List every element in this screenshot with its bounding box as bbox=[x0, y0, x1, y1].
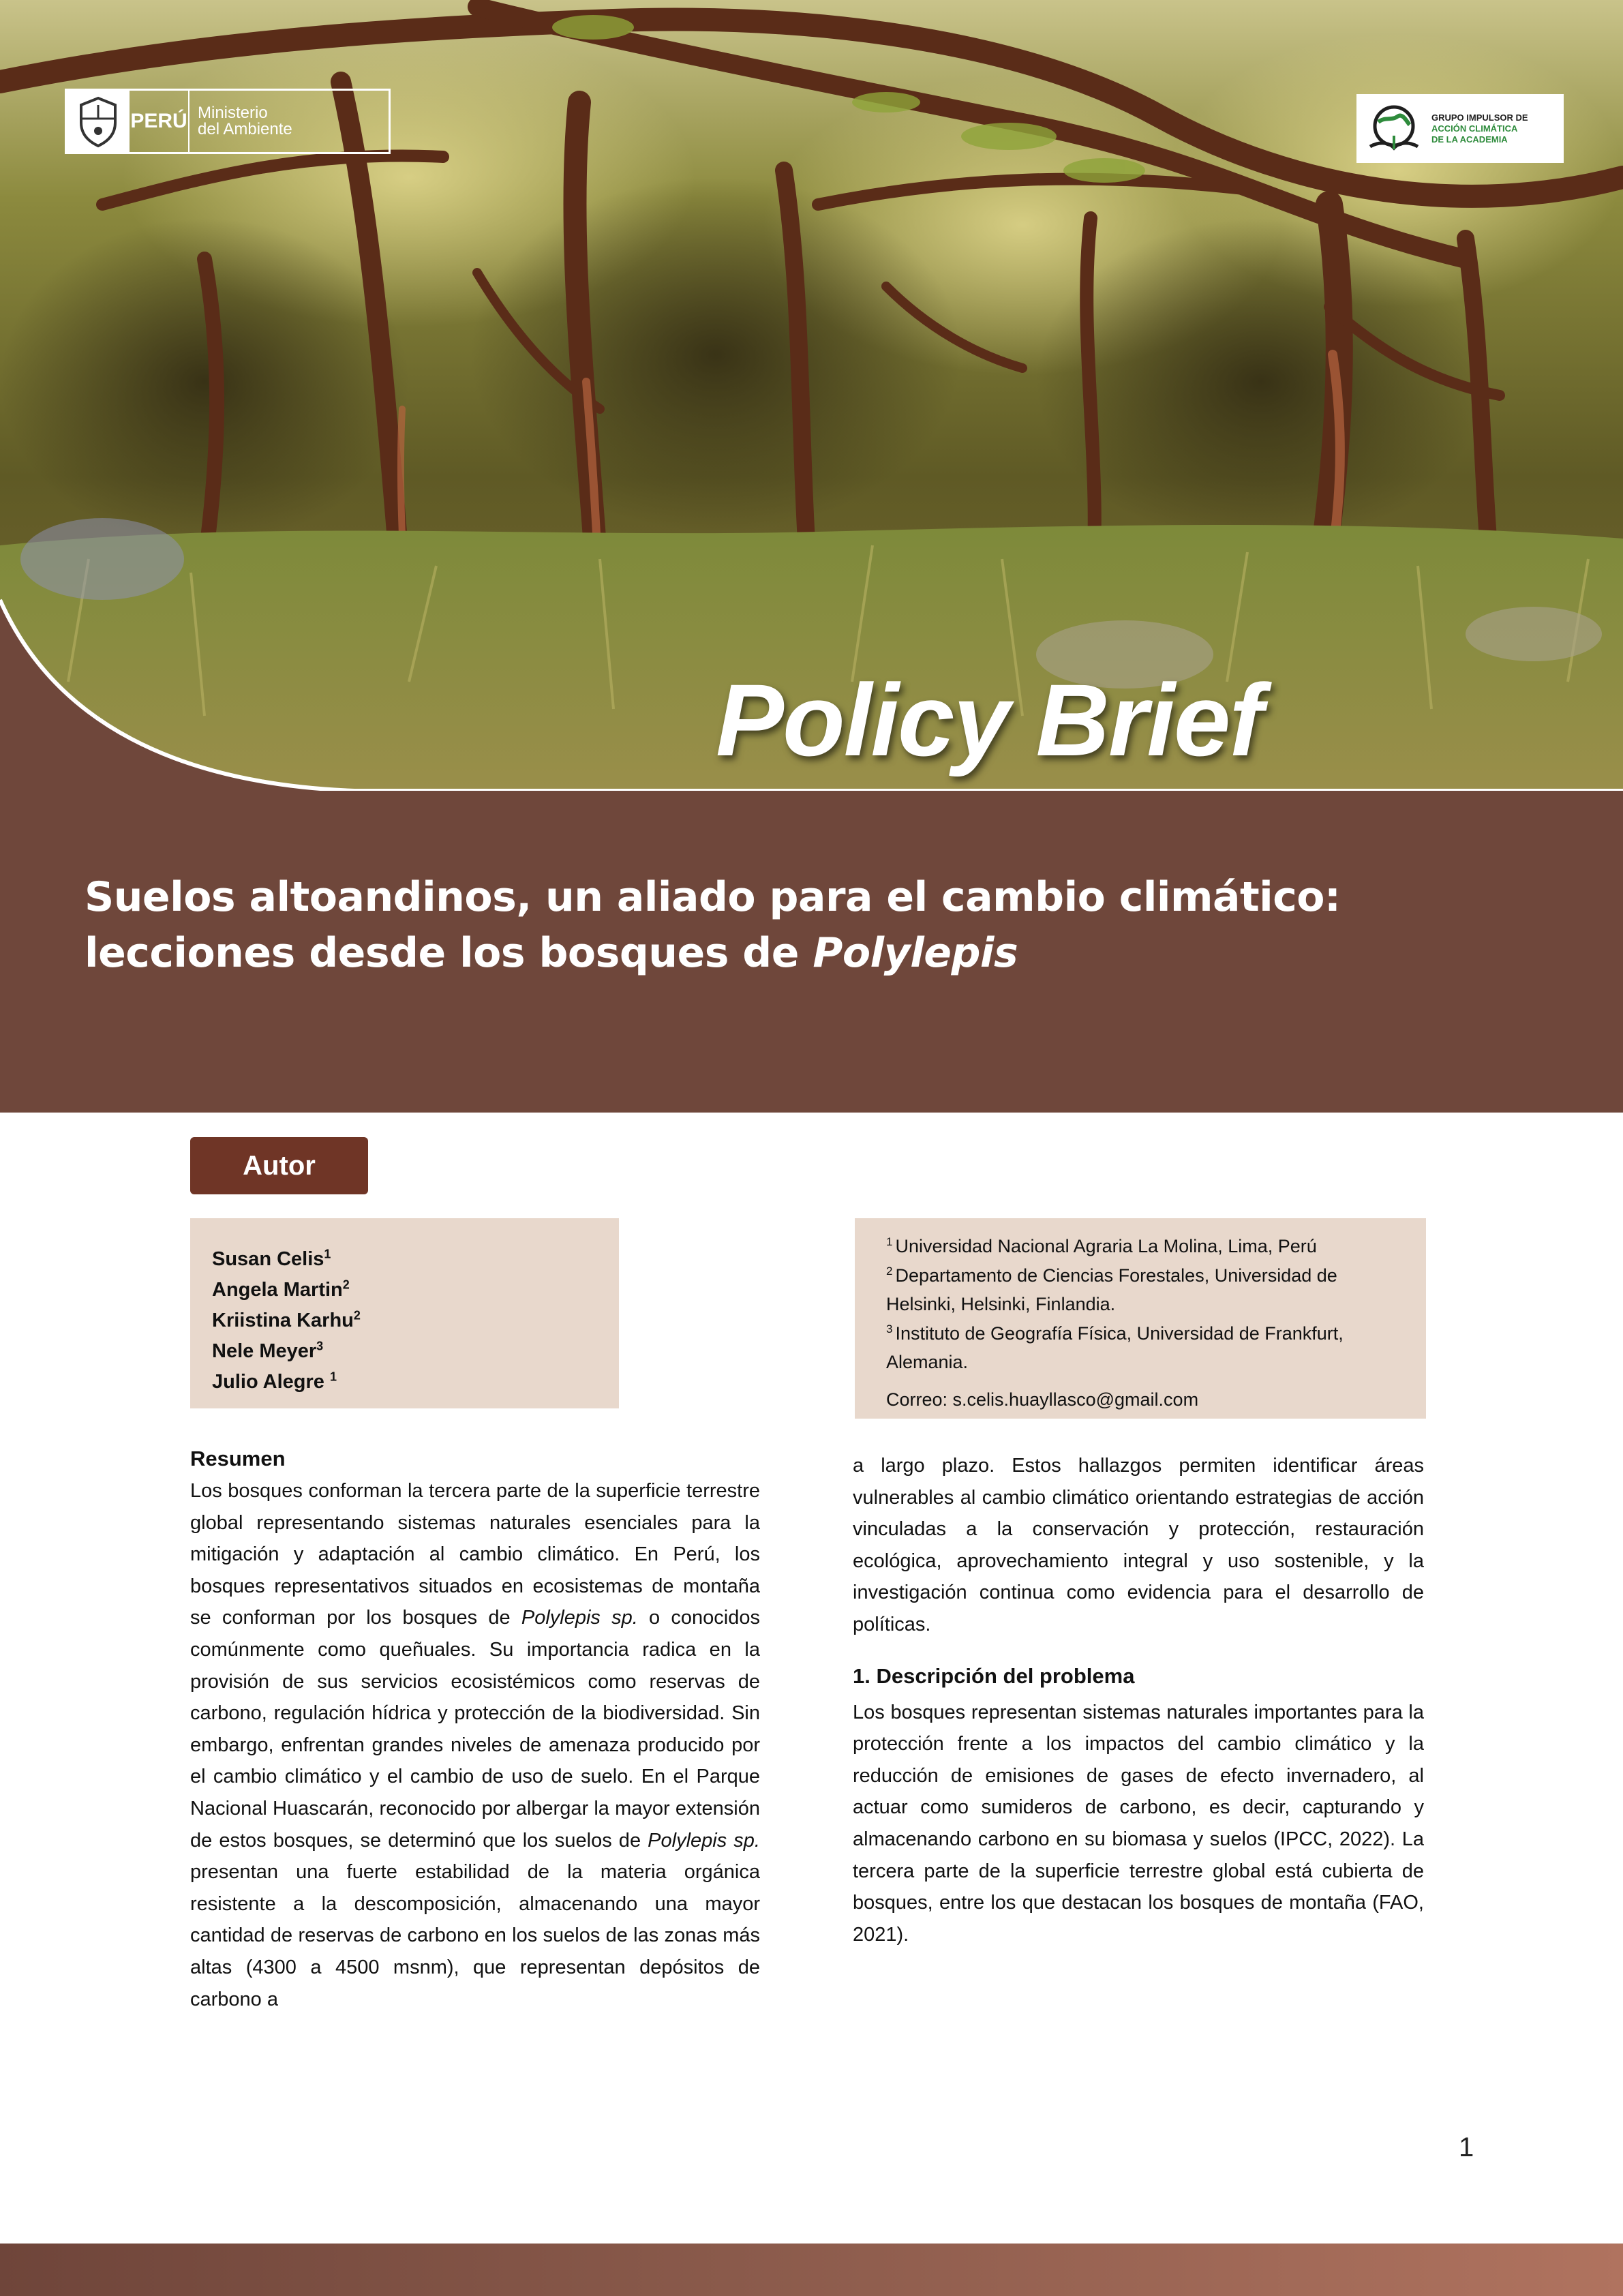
affiliation-item: $^3$ Instituto de Geografía Física, Universidad de Frankfurt, Alemania. bbox=[886, 1322, 1344, 1372]
hero-banner bbox=[0, 0, 1623, 794]
resumen-paragraph: Los bosques conforman la tercera parte de la superficie terrestre global representando sistemas naturales esenciales para la mitigación y adaptación al cambio climático. En Perú, los bosques representativos situados en ecosistemas de montaña se conforman por los bosques de Polylepis sp. o conocidos comúnmente como queñuales. Su importancia radica en la provisión de sus servicios ecosistémicos como reservas de carbono, regulación hídrica y protección de la biodiversidad. Sin embargo, enfrentan grandes niveles de amenaza producido por el cambio climático y el cambio de uso de suelo. En el Parque Nacional Huascarán, reconocido por albergar la mayor extensión de estos bosques, se determinó que los suelos de Polylepis sp. presentan una fuerte estabilidad de la materia orgánica resistente a la descomposición, almacenando una mayor cantidad de reservas de carbono en los suelos de las zonas más altas (4300 a 4500 msnm), que representan depósitos de carbono a bbox=[190, 1480, 760, 2010]
minam-logo-line2: del Ambiente bbox=[198, 120, 292, 138]
author-item: Angela Martin$^2$ bbox=[212, 1278, 350, 1301]
peru-coat-of-arms-icon bbox=[67, 91, 130, 152]
contact-email: Correo: s.celis.huayllasco@gmail.com bbox=[886, 1389, 1199, 1410]
footer-bar bbox=[0, 2244, 1623, 2296]
globe-book-icon bbox=[1365, 102, 1423, 156]
affiliation-item: $^2$ Departamento de Ciencias Forestales, Universidad de Helsinki, Helsinki, Finlandia. bbox=[886, 1264, 1337, 1314]
authors-box bbox=[190, 1218, 619, 1408]
grupo-logo-line2: ACCIÓN CLIMÁTICA bbox=[1431, 123, 1518, 134]
resumen-heading: Resumen bbox=[190, 1447, 286, 1470]
minam-logo bbox=[65, 89, 391, 154]
grupo-logo-line3: DE LA ACADEMIA bbox=[1431, 134, 1508, 145]
policy-brief-title: Policy Brief bbox=[716, 663, 1262, 777]
document-title bbox=[85, 869, 1557, 981]
author-item: Kriistina Karhu$^2$ bbox=[212, 1308, 361, 1331]
document-title-italic: Polylepis bbox=[813, 929, 1018, 977]
minam-logo-country: PERÚ bbox=[130, 91, 189, 152]
grupo-logo-line1: GRUPO IMPULSOR DE bbox=[1431, 112, 1528, 123]
autor-label: Autor bbox=[190, 1137, 368, 1194]
section1-paragraph: Los bosques representan sistemas naturales importantes para la protección frente a los impactos del cambio climático y la reducción de emisiones de gases de efecto invernadero, al actuar como sumideros de carbono, es decir, capturando y almacenando carbono en su biomasa y suelos (IPCC, 2022). La tercera parte de la superficie terrestre global está cubierta de bosques, entre los que destacan los bosques de montaña (FAO, 2021). bbox=[853, 1701, 1424, 1946]
page-number: 1 bbox=[1459, 2132, 1474, 2162]
affiliation-item: $^1$ Universidad Nacional Agraria La Molina, Lima, Perú bbox=[886, 1235, 1317, 1256]
document-title-main: Suelos altoandinos, un aliado para el cambio climático: lecciones desde los bosques de bbox=[85, 873, 1341, 977]
left-column bbox=[190, 1442, 760, 2015]
author-item: Julio Alegre $^1$ bbox=[212, 1370, 337, 1393]
author-item: Susan Celis$^1$ bbox=[212, 1247, 331, 1270]
author-item: Nele Meyer$^3$ bbox=[212, 1339, 324, 1362]
minam-logo-line1: Ministerio bbox=[198, 104, 268, 122]
grupo-impulsor-logo bbox=[1356, 94, 1564, 163]
right-column bbox=[853, 1450, 1424, 1950]
resumen-continuation: a largo plazo. Estos hallazgos permiten identificar áreas vulnerables al cambio climático orientando estrategias de acción vinculadas a la conservación y protección, restauración ecológica, aprovechamiento integral y uso sostenible, y la investigación continua como evidencia para el desarrollo de políticas. bbox=[853, 1455, 1424, 1635]
section1-heading: 1. Descripción del problema bbox=[853, 1663, 1135, 1688]
affiliations-box bbox=[855, 1218, 1426, 1419]
